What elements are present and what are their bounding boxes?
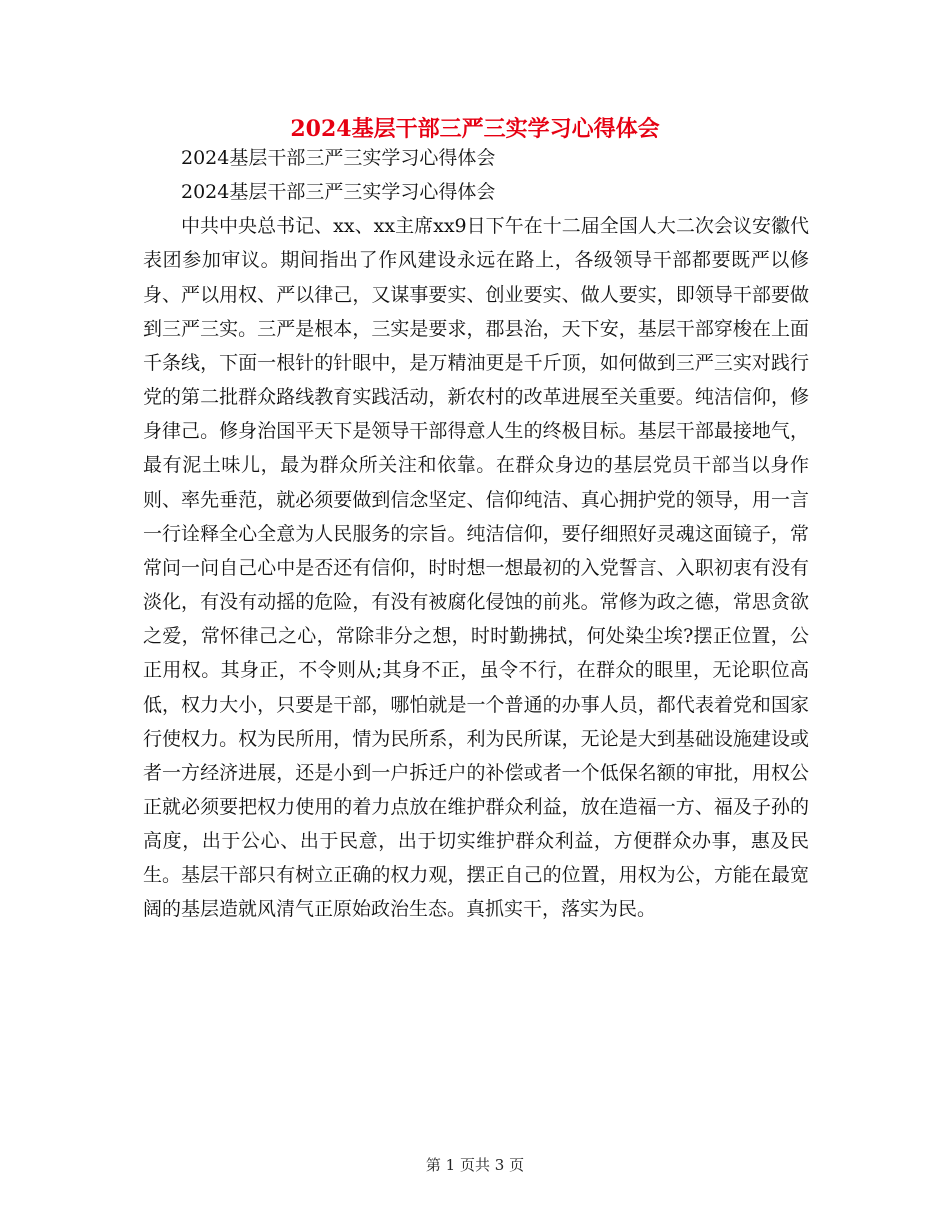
subtitle-line-1: 2024基层干部三严三实学习心得体会 [181, 147, 496, 169]
document-body [143, 141, 809, 927]
document-title: 2024基层干部三严三实学习心得体会 [290, 116, 660, 142]
subtitle-line-2: 2024基层干部三严三实学习心得体会 [181, 181, 496, 204]
page-number-footer: 第 1 页共 3 页 [425, 1156, 525, 1174]
body-paragraph: 中共中央总书记、xx、xx主席xx9日下午在十二届全国人大二次会议安徽代表团参加审议。期间指出了作风建设永远在路上，各级领导干部都要既严以修身、严以用权、严以律己，又谋事要实、创业要实、做人要实，即领导干部要做到三严三实。三严是根本，三实是要求，郡县治，天下安，基层干部穿梭在上面千条线，下面一根针的针眼中，是万精油更是千斤顶，如何做到三严三实对践行党的第二批群众路线教育实践活动，新农村的改革进展至关重要。纯洁信仰，修身律己。修身治国平天下是领导干部得意人生的终极目标。基层干部最接地气，最有泥土味儿，最为群众所关注和依靠。在群众身边的基层党员干部当以身作则、率先垂范，就必须要做到信念坚定、信仰纯洁、真心拥护党的领导，用一言一行诠释全心全意为人民服务的宗旨。纯洁信仰，要仔细照好灵魂这面镜子，常常问一问自己心中是否还有信仰，时时想一想最初的入党誓言、入职初衷有没有淡化，有没有动摇的危险，有没有被腐化侵蚀的前兆。常修为政之德，常思贪欲之爱，常怀律己之心，常除非分之想，时时勤拂拭，何处染尘埃?摆正位置，公正用权。其身正，不令则从;其身不正，虽令不行，在群众的眼里，无论职位高低，权力大小，只要是干部，哪怕就是一个普通的办事人员，都代表着党和国家行使权力。权为民所用，情为民所系，利为民所谋，无论是大到基础设施建设或者一方经济进展，还是小到一户拆迁户的补偿或者一个低保名额的审批，用权公正就必须要把权力使用的着力点放在维护群众利益，放在造福一方、福及子孙的高度，出于公心、出于民意，出于切实维护群众利益，方便群众办事，惠及民生。基层干部只有树立正确的权力观，摆正自己的位置，用权为公，方能在最宽阔的基层造就风清气正原始政治生态。真抓实干，落实为民。 [143, 215, 809, 921]
